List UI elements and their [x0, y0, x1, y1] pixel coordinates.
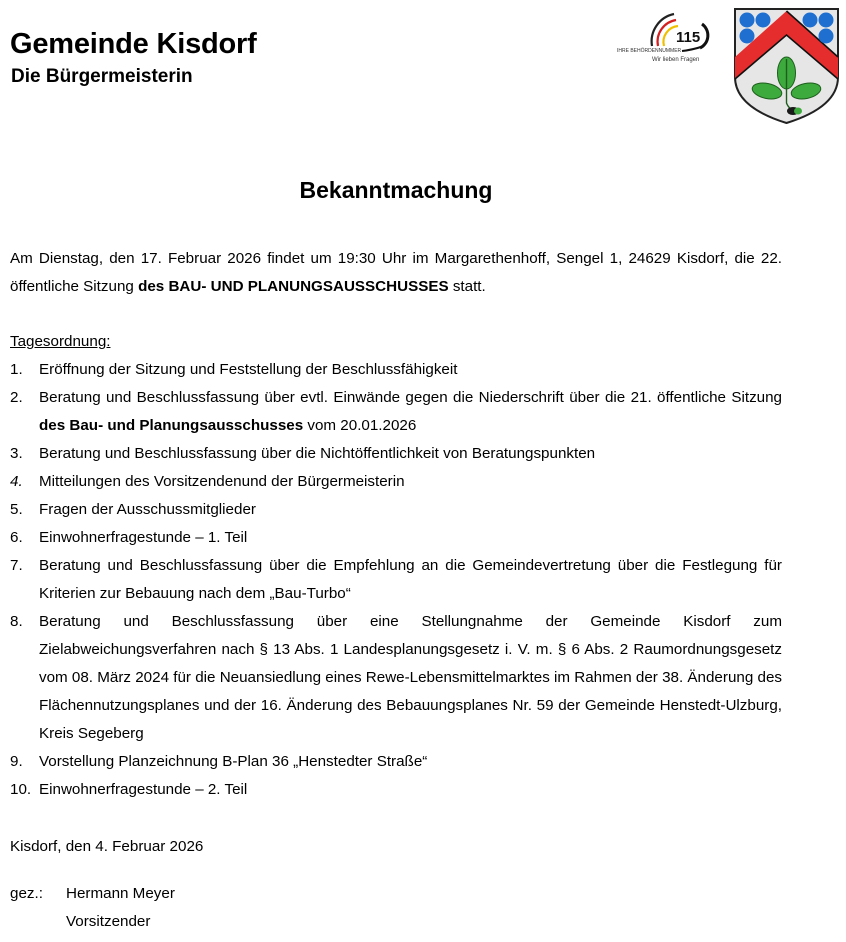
agenda-item-number: 8. — [10, 613, 23, 630]
agenda-item-text: Beratung und Beschlussfassung über eine Stellungnahme der Gemeinde Kisdorf zum Zielabweichungsverfahren nach § 13 Abs. 1 Landesplanungsgesetz i. V. m. § 6 Abs. 2 Raumordnungsgesetz vom 08. März 2024 für die Neuansiedlung eines Rewe-Lebensmittelmarktes im Rahmen der 38. Änderung des Flächennutzungsplanes und der 16. Änderung des Bebauungsplanes Nr. 59 der Gemeinde Henstedt-Ulzburg, Kreis Segeberg — [39, 613, 782, 742]
agenda-item-text: Einwohnerfragestunde – 1. Teil — [39, 529, 248, 546]
agenda-item-number: 6. — [10, 529, 23, 546]
agenda-item-number: 1. — [10, 361, 23, 378]
agenda-item — [10, 552, 782, 608]
agenda-item-text: Mitteilungen des Vorsitzendenund der Bürgermeisterin — [39, 473, 405, 490]
agenda-item-number: 9. — [10, 753, 23, 770]
agenda-item-text: Eröffnung der Sitzung und Feststellung der Beschlussfähigkeit — [39, 361, 458, 378]
logo-115-tagline-bottom: Wir lieben Fragen — [652, 57, 700, 63]
organization-subtitle: Die Bürgermeisterin — [11, 66, 193, 87]
agenda-item-text: Beratung und Beschlussfassung über die Empfehlung an die Gemeindevertretung über die Festlegung für Kriterien zur Bebauung nach dem „Bau-Turbo“ — [39, 557, 782, 602]
agenda-item — [10, 440, 782, 468]
agenda-item-number: 4. — [10, 473, 23, 490]
agenda-item-number: 2. — [10, 389, 23, 406]
intro-line-2-post: statt. — [448, 278, 486, 295]
agenda-item-number: 5. — [10, 501, 23, 518]
agenda-item — [10, 496, 782, 524]
agenda-item — [10, 356, 782, 384]
signatory-role: Vorsitzender — [66, 913, 151, 930]
organization-name: Gemeinde Kisdorf — [10, 28, 257, 60]
agenda-item — [10, 776, 782, 804]
agenda-item-number: 7. — [10, 557, 23, 574]
coat-of-arms-icon — [733, 7, 840, 125]
agenda-item — [10, 748, 782, 776]
agenda-item-text-bold: des Bau- und Planungsausschusses — [39, 417, 304, 434]
agenda-item-number: 3. — [10, 445, 23, 462]
place-and-date: Kisdorf, den 4. Februar 2026 — [10, 838, 204, 855]
agenda-list — [10, 356, 782, 804]
intro-line-2-pre: die 22. öffentliche Sitzung — [10, 250, 782, 295]
signature-label: gez.: — [10, 885, 43, 902]
agenda-item — [10, 384, 782, 440]
logo-115-number: 115 — [676, 29, 701, 46]
agenda-item — [10, 468, 782, 496]
agenda-item — [10, 524, 782, 552]
signatory-name: Hermann Meyer — [66, 885, 175, 902]
agenda-item — [10, 608, 782, 748]
intro-line-1: Am Dienstag, den 17. Februar 2026 findet um 19:30 Uhr im Margarethenhoff, Sengel 1, 24629 Kisdorf, — [10, 250, 729, 267]
logo-115-tagline-top: IHRE BEHÖRDENNUMMER — [617, 48, 682, 54]
agenda-item-text-pre: Beratung und Beschlussfassung über evtl. Einwände gegen die Niederschrift über die 21. öffentliche Sitzung — [39, 389, 782, 406]
agenda-item-number: 10. — [10, 781, 32, 798]
logo-115-icon — [612, 6, 712, 66]
agenda-item-text: Beratung und Beschlussfassung über die Nichtöffentlichkeit von Beratungspunkten — [39, 445, 596, 462]
agenda-heading: Tagesordnung: — [10, 333, 111, 350]
agenda-item-text — [39, 384, 782, 440]
document-title: Bekanntmachung — [299, 177, 493, 203]
intro-paragraph — [10, 245, 782, 301]
committee-name: des BAU- UND PLANUNGSAUSSCHUSSES — [138, 278, 449, 295]
agenda-item-text: Vorstellung Planzeichnung B-Plan 36 „Henstedter Straße“ — [39, 753, 428, 770]
agenda-item-text-post: vom 20.01.2026 — [303, 417, 417, 434]
agenda-item-text: Einwohnerfragestunde – 2. Teil — [39, 781, 248, 798]
agenda-item-text: Fragen der Ausschussmitglieder — [39, 501, 256, 518]
